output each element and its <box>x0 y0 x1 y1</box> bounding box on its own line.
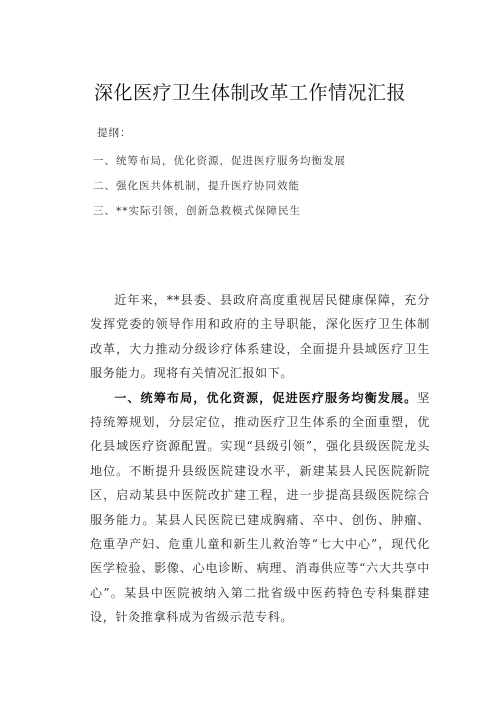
outline-item-3: 三、**实际引领，创新急救模式保障民生 <box>93 205 301 217</box>
section-1-heading: 一、统筹布局，优化资源，促进医疗服务均衡发展。 <box>114 390 418 405</box>
section-1-paragraph <box>90 386 430 630</box>
intro-paragraph: 近年来，**县委、县政府高度重视居民健康保障，充分发挥党委的领导作用和政府的主导职能，深化医疗卫生体制改革，大力推动分级诊疗体系建设，全面提升县域医疗卫生服务能力。现将有关情况汇报如下。 <box>90 293 430 381</box>
document-body <box>90 288 430 630</box>
outline-item-1: 一、统筹布局，优化资源，促进医疗服务均衡发展 <box>93 155 346 167</box>
outline-section <box>93 126 433 229</box>
outline-label: 提纲： <box>97 127 132 139</box>
section-1-body: 坚持统筹规划，分层定位，推动医疗卫生体系的全面重塑，优化县域医疗资源配置。实现“县级引领”，强化县级医院龙头地位。不断提升县级医院建设水平，新建某县人民医院新院区，启动某县中医院改扩建工程，进一步提高县级医院综合服务能力。某县人民医院已建成胸痛、卒中、创伤、肿瘤、危重孕产妇、危重儿童和新生儿救治等“七大中心”，现代化医学检验、影像、心电诊断、病理、消毒供应等“六大共享中心”。某县中医院被纳入第二批省级中医药特色专科集群建设，针灸推拿科成为省级示范专科。 <box>90 390 430 625</box>
document-title: 深化医疗卫生体制改革工作情况汇报 <box>93 82 406 104</box>
outline-item-2: 二、强化医共体机制，提升医疗协同效能 <box>93 180 300 192</box>
